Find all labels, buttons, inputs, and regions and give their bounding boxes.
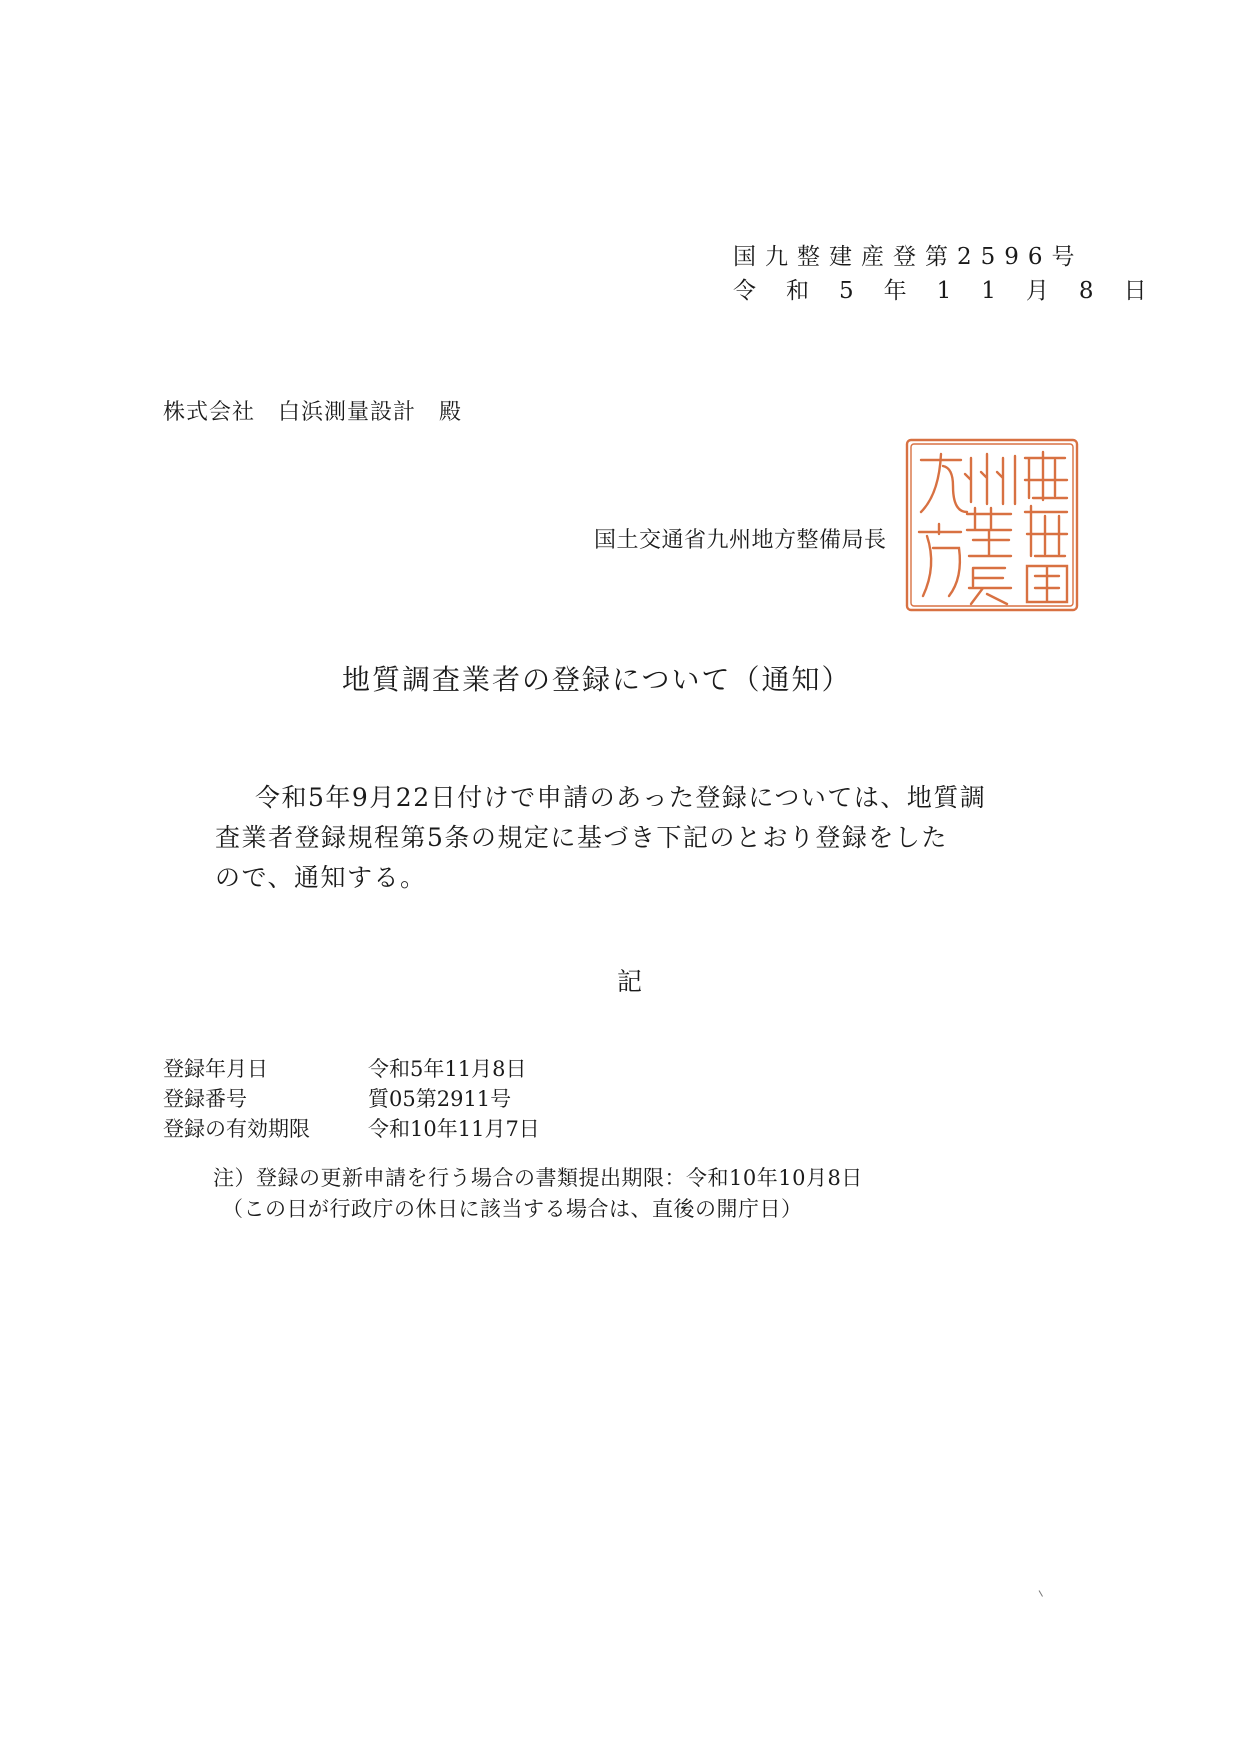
detail-label: 登録番号 — [163, 1087, 247, 1111]
date-char: 令 — [733, 278, 765, 304]
body-line: 査業者登録規程第5条の規定に基づき下記のとおり登録をした — [215, 823, 948, 852]
body-paragraph — [215, 778, 1005, 898]
document-title: 地質調査業者の登録について（通知） — [342, 663, 852, 696]
detail-value: 質05第2911号 — [368, 1087, 512, 1111]
date-char: 1 — [936, 278, 961, 304]
recipient-name: 株式会社 白浜測量設計 殿 — [163, 400, 463, 425]
detail-label: 登録の有効期限 — [163, 1117, 310, 1141]
expiry-date-row — [163, 1113, 540, 1143]
document-number: 国九整建産登第2596号 — [733, 244, 1084, 270]
detail-label: 登録年月日 — [163, 1057, 268, 1081]
date-char: 日 — [1123, 278, 1156, 304]
ki-heading: 記 — [617, 967, 643, 996]
date-char: 月 — [1025, 278, 1058, 304]
official-seal — [903, 436, 1081, 614]
note-line: 注）登録の更新申請を行う場合の書類提出期限：令和10年10月8日 — [213, 1166, 863, 1190]
registration-number-row — [163, 1083, 511, 1113]
date-char: 8 — [1078, 278, 1103, 304]
scan-speck — [1039, 1588, 1047, 1597]
body-line: ので、通知する。 — [215, 863, 427, 892]
detail-value: 令和5年11月8日 — [368, 1057, 527, 1081]
date-char: 年 — [883, 278, 916, 304]
note-line: （この日が行政庁の休日に該当する場合は、直後の開庁日） — [222, 1197, 803, 1221]
sender-name: 国土交通省九州地方整備局長 — [594, 528, 887, 553]
body-line: 令和5年9月22日付けで申請のあった登録については、地質調 — [255, 783, 987, 812]
detail-value: 令和10年11月7日 — [368, 1117, 540, 1141]
date-char: 和 — [786, 278, 818, 304]
date-char: 1 — [981, 278, 1005, 304]
date-char: 5 — [839, 278, 863, 304]
document-date — [733, 272, 1156, 305]
registration-date-row — [163, 1053, 526, 1083]
